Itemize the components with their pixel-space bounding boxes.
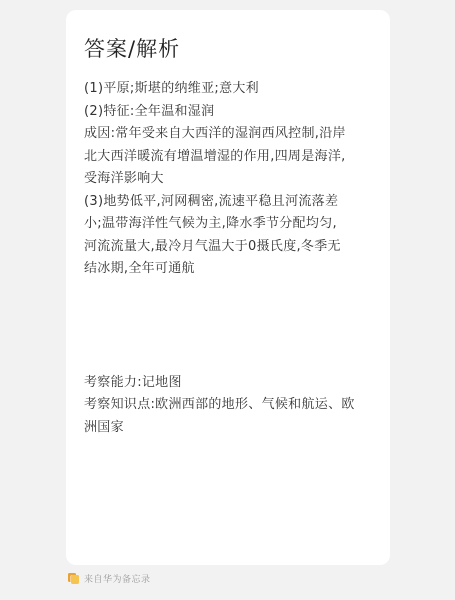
analysis-block [84, 372, 372, 440]
knowledge-line: 洲国家 [84, 419, 124, 435]
answer-line: 小;温带海洋性气候为主,降水季节分配均匀, [84, 216, 337, 231]
answer-block [84, 78, 372, 281]
notes-app-icon [68, 573, 79, 584]
answer-line: (1)平原;斯堪的纳维亚;意大利 [84, 81, 259, 96]
source-footer [68, 571, 151, 585]
answer-line: 结冰期,全年可通航 [84, 261, 195, 276]
answer-line: 河流流量大,最冷月气温大于0摄氏度,冬季无 [84, 238, 341, 254]
source-label: 来自华为备忘录 [84, 574, 151, 585]
answer-line: 成因:常年受来自大西洋的湿润西风控制,沿岸 [84, 126, 346, 141]
ability-line: 考察能力:记地图 [84, 374, 182, 390]
answer-line: (3)地势低平,河网稠密,流速平稳且河流落差 [84, 193, 339, 209]
answer-line: 受海洋影响大 [84, 171, 164, 186]
note-card [66, 10, 390, 565]
spacer [84, 281, 372, 372]
answer-line: (2)特征:全年温和湿润 [84, 103, 215, 119]
knowledge-line: 考察知识点:欧洲西部的地形、气候和航运、欧 [84, 397, 355, 412]
page-title: 答案/解析 [84, 37, 181, 61]
answer-line: 北大西洋暖流有增温增湿的作用,四周是海洋, [84, 148, 346, 164]
